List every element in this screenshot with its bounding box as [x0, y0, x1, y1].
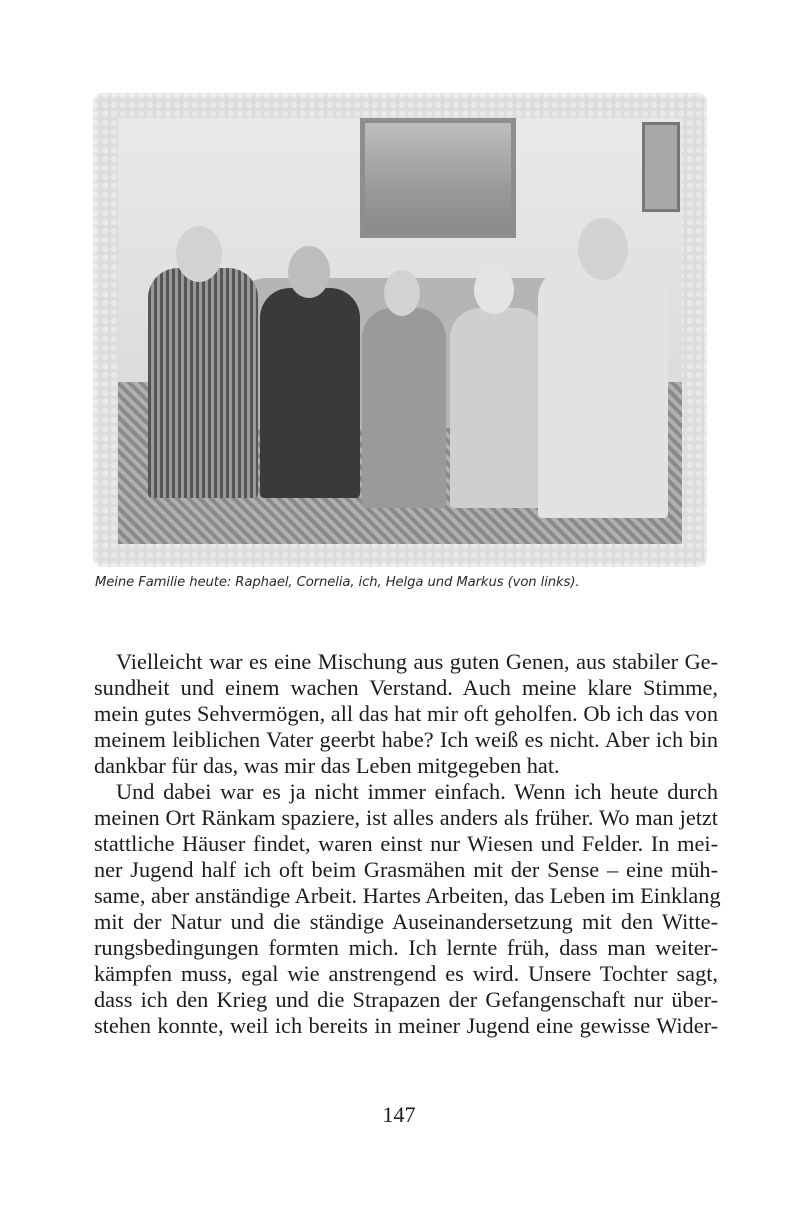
text-line: meinen Ort Ränkam spaziere, ist alles anders als früher. Wo man jetzt: [94, 805, 718, 830]
person-raphael: [148, 268, 258, 498]
page-number: 147: [382, 1102, 416, 1127]
text-line: meinem leiblichen Vater geerbt habe? Ich weiß es nicht. Aber ich bin: [94, 727, 718, 752]
text-line: stehen konnte, weil ich bereits in meiner Jugend eine gewisse Wider-: [94, 1013, 718, 1038]
text-line: dass ich den Krieg und die Strapazen der Gefangenschaft nur über-: [94, 987, 718, 1012]
figure-caption: Meine Familie heute: Raphael, Cornelia, ich, Helga und Markus (von links).: [95, 575, 580, 590]
text-line: kämpfen muss, egal wie anstrengend es wird. Unsere Tochter sagt,: [94, 961, 718, 986]
text-line: mein gutes Sehvermögen, all das hat mir oft geholfen. Ob ich das von: [94, 701, 718, 726]
head-raphael: [176, 226, 222, 282]
person-ich: [362, 308, 446, 508]
text-line: Vielleicht war es eine Mischung aus guten Genen, aus stabiler Ge-: [116, 649, 718, 674]
text-line: Und dabei war es ja nicht immer einfach. Wenn ich heute durch: [116, 779, 718, 804]
photo-wall-picture: [642, 122, 680, 212]
text-line: sundheit und einem wachen Verstand. Auch meine klare Stimme,: [94, 675, 718, 700]
head-markus: [578, 218, 628, 280]
person-markus: [538, 268, 668, 518]
body-text: [94, 649, 721, 1039]
text-line: stattliche Häuser findet, waren einst nur Wiesen und Felder. In mei-: [94, 831, 718, 856]
text-line: dankbar für das, was mir das Leben mitgegeben hat.: [94, 753, 560, 778]
text-line: mit der Natur und die ständige Auseinandersetzung mit den Witte-: [94, 909, 718, 934]
photo-landscape-painting: [360, 118, 516, 238]
family-photo: [118, 118, 682, 544]
text-line: ner Jugend half ich oft beim Grasmähen mit der Sense – eine müh-: [94, 857, 718, 882]
head-ich: [384, 270, 420, 316]
text-line: rungsbedingungen formten mich. Ich lernte früh, dass man weiter-: [94, 935, 718, 960]
photo-frame: [96, 96, 704, 564]
head-cornelia: [288, 246, 330, 298]
text-line: same, aber anständige Arbeit. Hartes Arbeiten, das Leben im Einklang: [94, 883, 721, 908]
person-cornelia: [260, 288, 360, 498]
person-helga: [450, 308, 546, 508]
head-helga: [474, 266, 514, 314]
